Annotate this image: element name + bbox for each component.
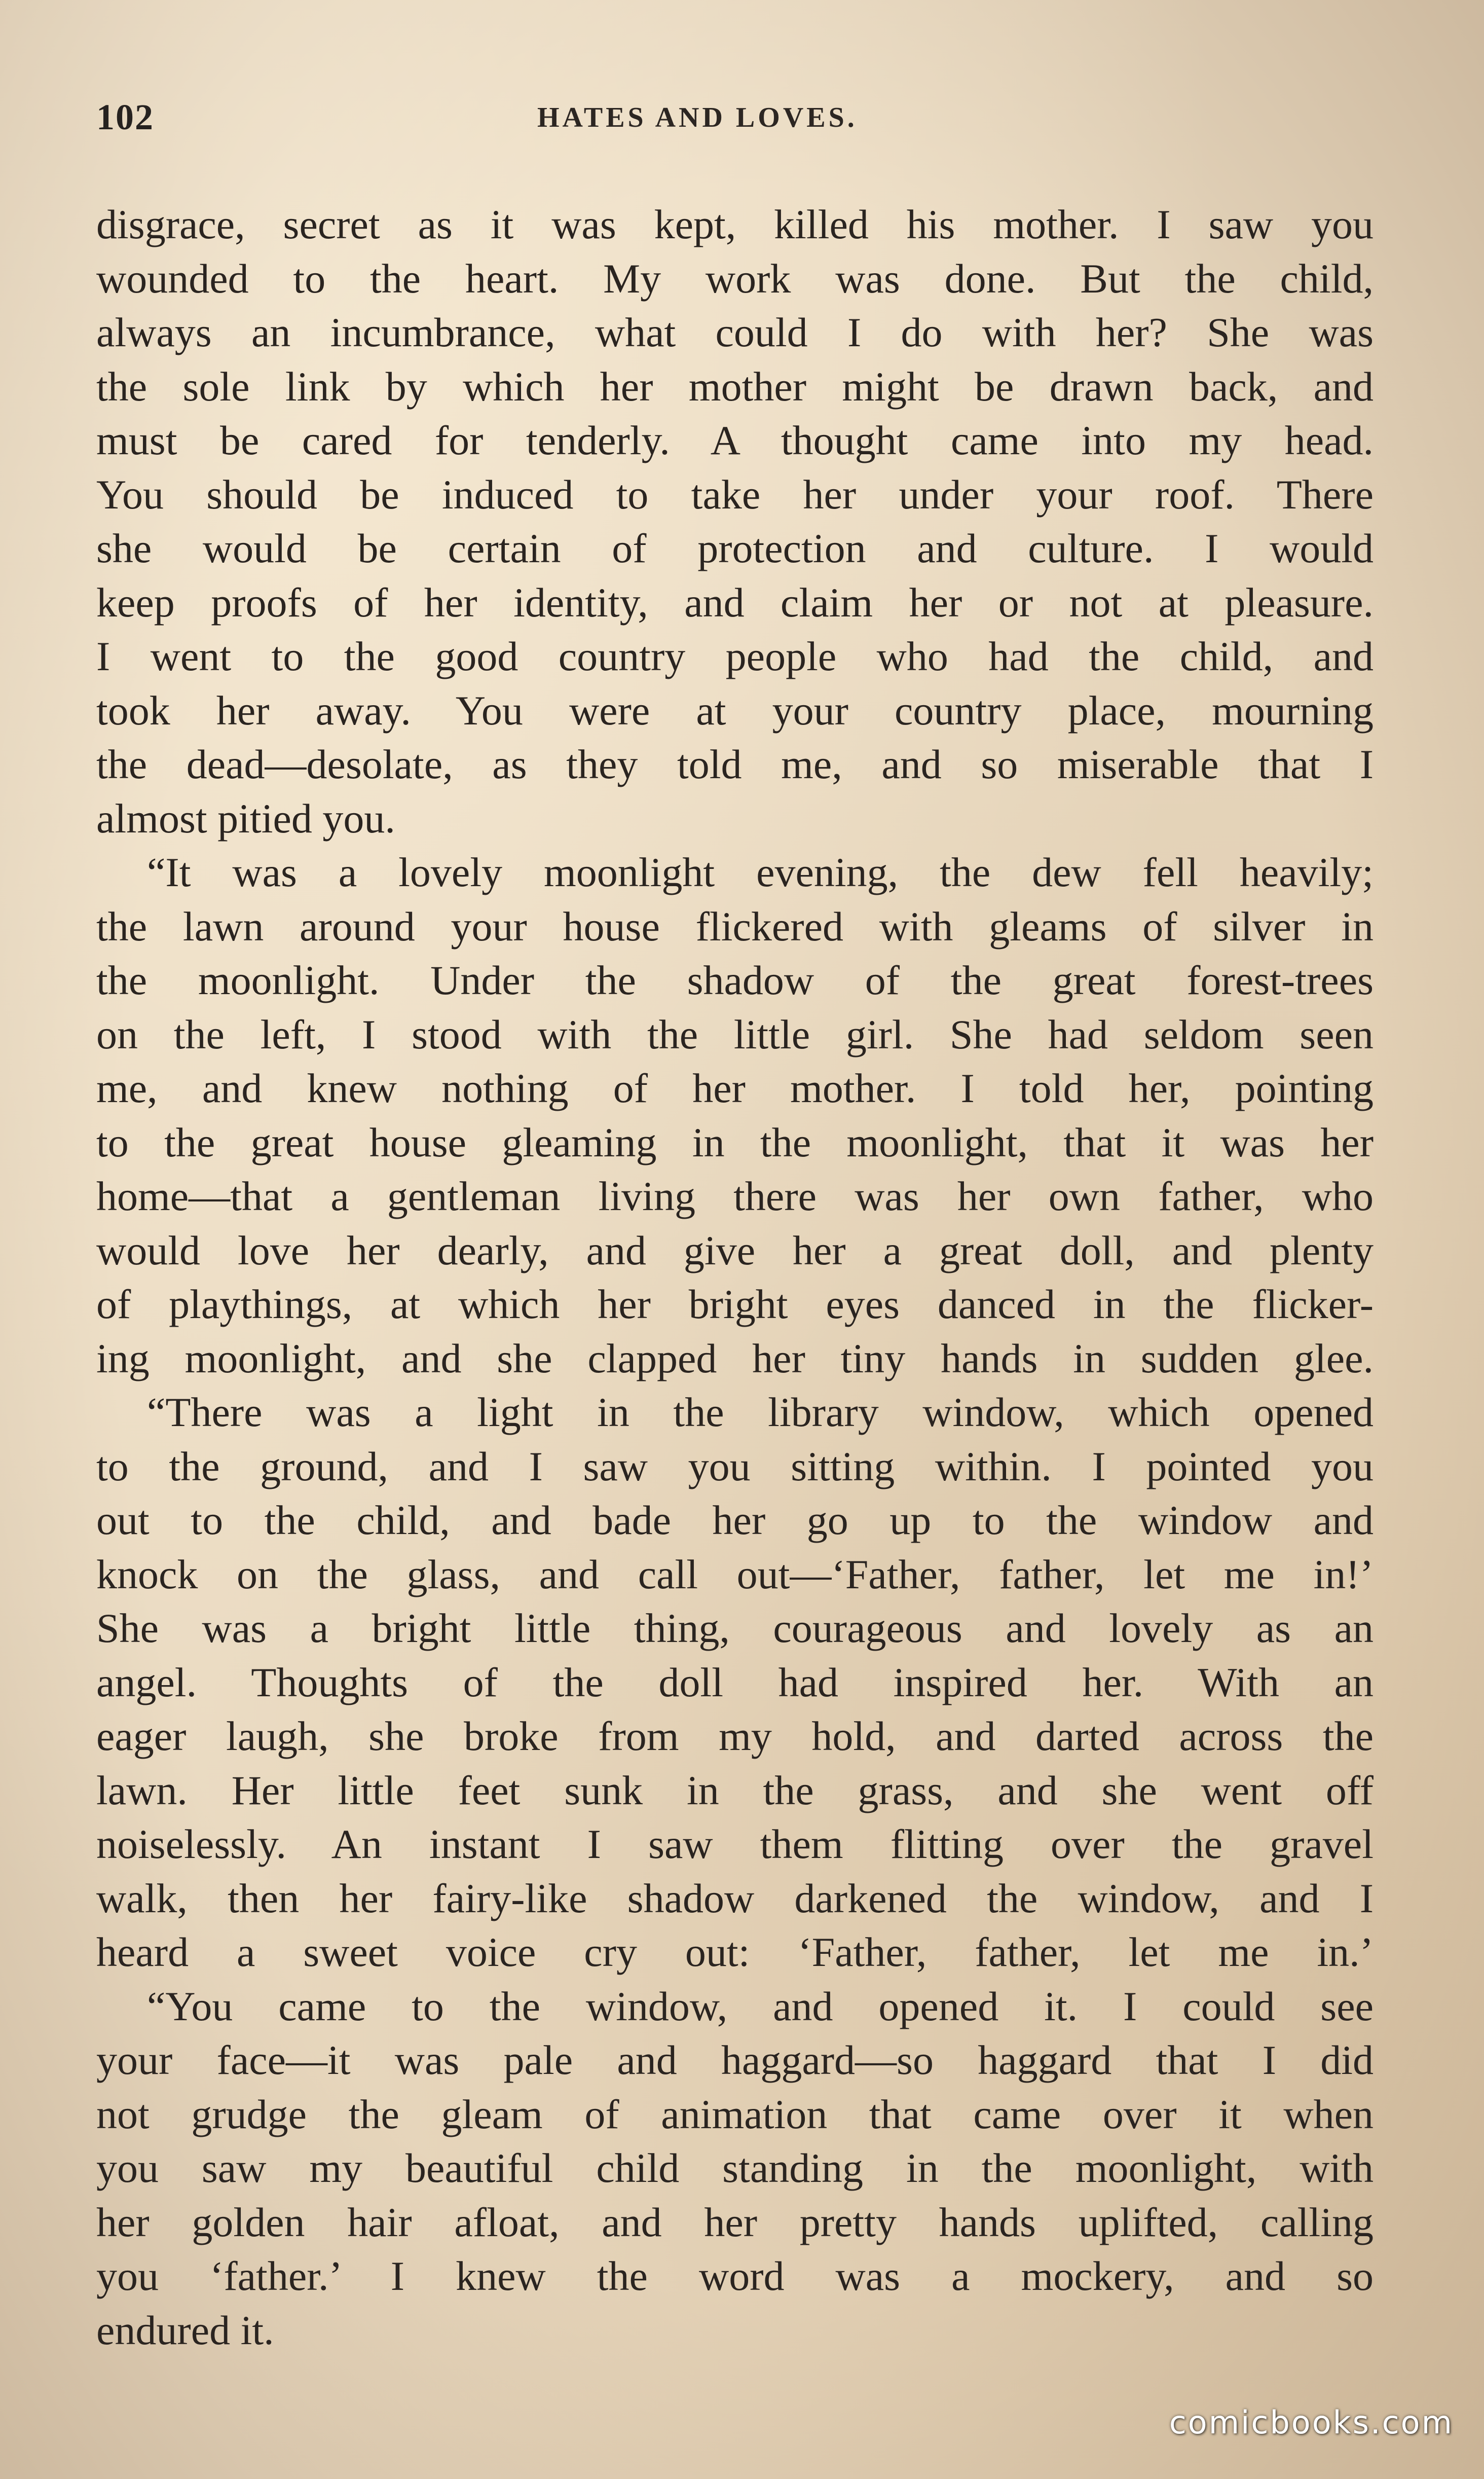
- paragraph-4: [96, 1980, 1374, 2358]
- text-line: to the ground, and I saw you sitting within. I pointed you: [96, 1443, 1374, 1489]
- running-head: [96, 96, 1368, 137]
- text-line: of playthings, at which her bright eyes danced in the flicker-: [96, 1281, 1374, 1327]
- text-line: almost pitied you.: [96, 795, 395, 842]
- text-line: out to the child, and bade her go up to the window and: [96, 1497, 1374, 1543]
- text-line: “It was a lovely moonlight evening, the dew fell heavily;: [147, 849, 1374, 895]
- text-line: “You came to the window, and opened it. I could see: [147, 1983, 1374, 2029]
- text-line: ing moonlight, and she clapped her tiny hands in sudden glee.: [96, 1335, 1374, 1381]
- text-line: must be cared for tenderly. A thought came into my head.: [96, 417, 1374, 463]
- text-line: knock on the glass, and call out—‘Father, father, let me in!’: [96, 1551, 1374, 1597]
- text-line: on the left, I stood with the little girl. She had seldom seen: [96, 1011, 1374, 1058]
- text-line: heard a sweet voice cry out: ‘Father, father, let me in.’: [96, 1929, 1374, 1975]
- body-text: [96, 198, 1374, 2357]
- paragraph-3: [96, 1386, 1374, 1980]
- running-title: HATES AND LOVES.: [537, 102, 858, 133]
- text-line: your face—it was pale and haggard—so haggard that I did: [96, 2037, 1374, 2083]
- text-line: not grudge the gleam of animation that came over it when: [96, 2091, 1374, 2137]
- text-line: you ‘father.’ I knew the word was a mockery, and so: [96, 2253, 1374, 2299]
- text-line: always an incumbrance, what could I do with her? She was: [96, 309, 1374, 355]
- paragraph-1: [96, 198, 1374, 846]
- text-line: keep proofs of her identity, and claim her or not at pleasure.: [96, 579, 1374, 626]
- text-line: her golden hair afloat, and her pretty hands uplifted, calling: [96, 2199, 1374, 2245]
- text-line: eager laugh, she broke from my hold, and darted across the: [96, 1713, 1374, 1759]
- text-line: me, and knew nothing of her mother. I told her, pointing: [96, 1065, 1374, 1111]
- text-line: would love her dearly, and give her a great doll, and plenty: [96, 1227, 1374, 1273]
- text-line: angel. Thoughts of the doll had inspired her. With an: [96, 1659, 1374, 1705]
- text-line: you saw my beautiful child standing in the moonlight, with: [96, 2145, 1374, 2191]
- text-line: noiselessly. An instant I saw them flitting over the gravel: [96, 1821, 1374, 1867]
- text-line: to the great house gleaming in the moonlight, that it was her: [96, 1119, 1374, 1165]
- text-line: the moonlight. Under the shadow of the great forest-trees: [96, 957, 1374, 1003]
- text-line: disgrace, secret as it was kept, killed his mother. I saw you: [96, 201, 1374, 247]
- text-line: the lawn around your house flickered with gleams of silver in: [96, 903, 1374, 950]
- text-line: she would be certain of protection and culture. I would: [96, 525, 1374, 571]
- page-number: 102: [96, 97, 154, 137]
- text-line: She was a bright little thing, courageous and lovely as an: [96, 1605, 1374, 1651]
- watermark: comicbooks.com: [1169, 2404, 1454, 2441]
- text-line: I went to the good country people who had the child, and: [96, 633, 1374, 679]
- text-line: “There was a light in the library window, which opened: [147, 1389, 1374, 1435]
- text-line: walk, then her fairy-like shadow darkened the window, and I: [96, 1875, 1374, 1921]
- text-line: took her away. You were at your country place, mourning: [96, 687, 1374, 734]
- text-line: endured it.: [96, 2307, 274, 2353]
- text-line: wounded to the heart. My work was done. But the child,: [96, 255, 1374, 302]
- text-line: the dead—desolate, as they told me, and so miserable that I: [96, 741, 1374, 787]
- text-line: the sole link by which her mother might be drawn back, and: [96, 363, 1374, 410]
- paragraph-2: [96, 846, 1374, 1386]
- text-line: home—that a gentleman living there was her own father, who: [96, 1173, 1374, 1219]
- text-line: You should be induced to take her under your roof. There: [96, 471, 1374, 518]
- text-line: lawn. Her little feet sunk in the grass, and she went off: [96, 1767, 1374, 1813]
